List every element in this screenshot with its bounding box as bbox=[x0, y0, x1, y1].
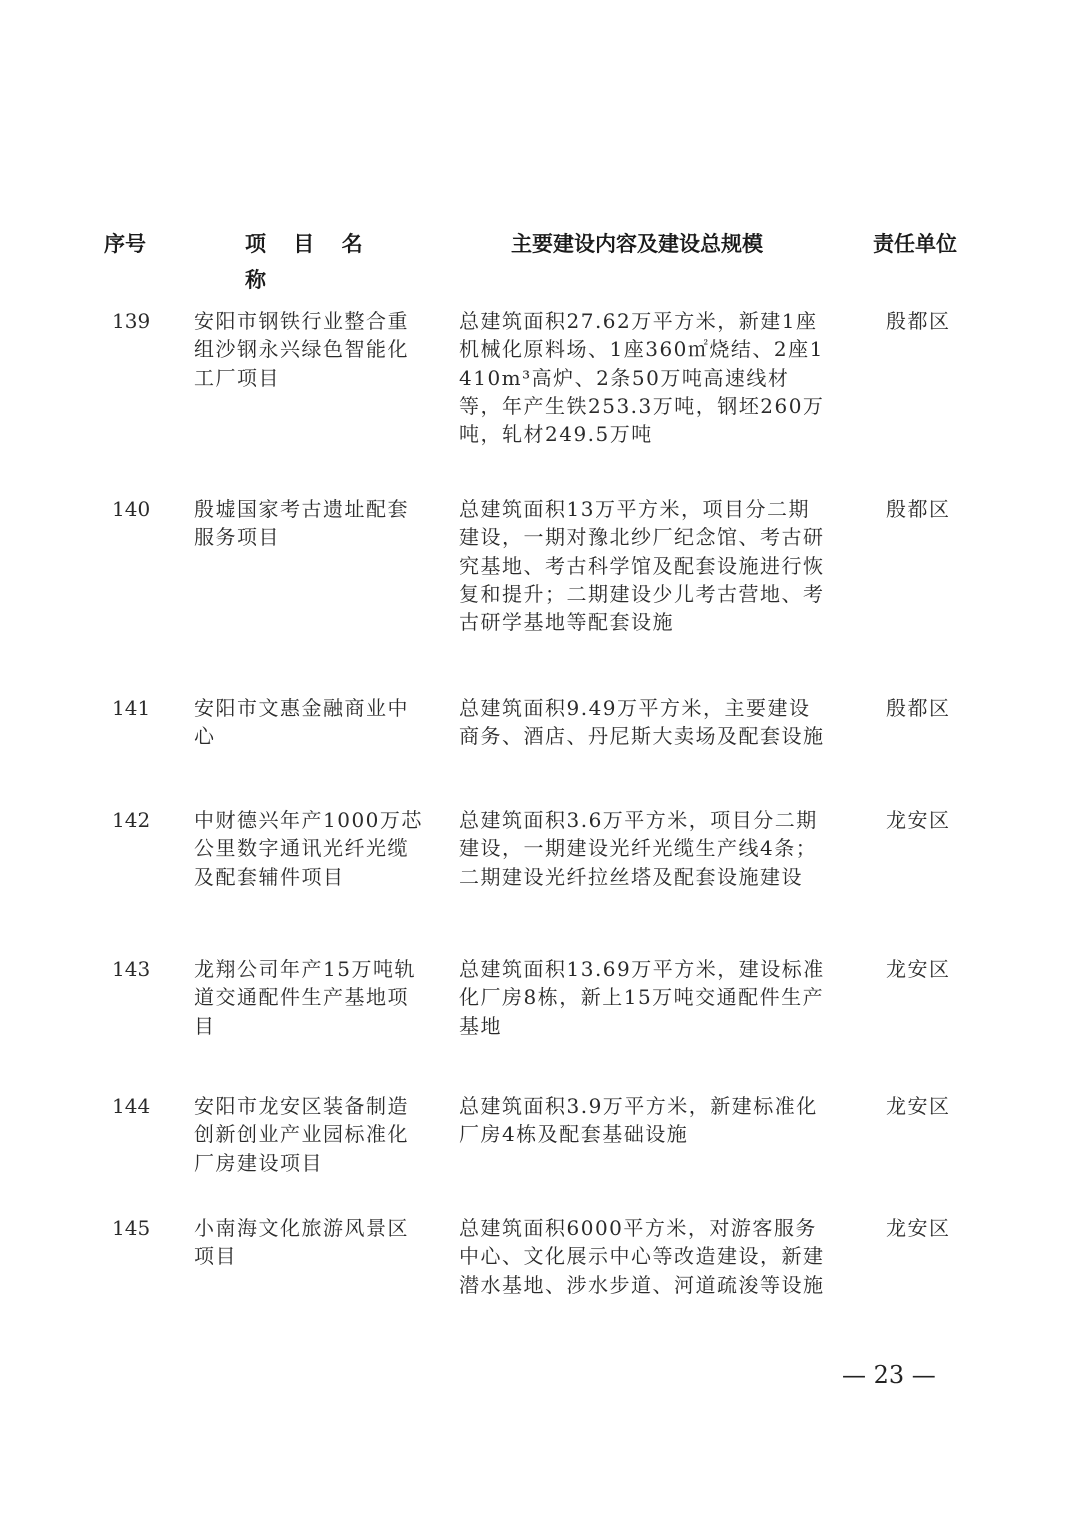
row-seq: 140 bbox=[112, 497, 151, 521]
header-seq: 序号 bbox=[104, 232, 146, 256]
row-name: 中财德兴年产1000万芯公里数字通讯光纤光缆及配套辅件项目 bbox=[194, 808, 423, 889]
row-seq: 139 bbox=[112, 309, 151, 333]
row-name: 小南海文化旅游风景区项目 bbox=[194, 1216, 409, 1269]
row-name: 安阳市龙安区装备制造创新创业产业园标准化厂房建设项目 bbox=[194, 1094, 409, 1175]
header-unit: 责任单位 bbox=[873, 232, 957, 256]
row-name: 安阳市文惠金融商业中心 bbox=[194, 696, 409, 749]
row-seq: 143 bbox=[112, 957, 151, 981]
header-name: 项 目 名 称 bbox=[245, 232, 373, 292]
row-name: 殷墟国家考古遗址配套服务项目 bbox=[194, 497, 409, 550]
row-name: 龙翔公司年产15万吨轨道交通配件生产基地项目 bbox=[194, 957, 416, 1038]
row-content: 总建筑面积3.6万平方米，项目分二期建设，一期建设光纤光缆生产线4条；二期建设光纤拉丝塔及配套设施建设 bbox=[459, 808, 818, 889]
row-content: 总建筑面积6000平方米，对游客服务中心、文化展示中心等改造建设，新建潜水基地、涉水步道、河道疏浚等设施 bbox=[459, 1216, 825, 1297]
row-seq: 141 bbox=[112, 696, 151, 720]
row-seq: 144 bbox=[112, 1094, 151, 1118]
row-unit: 殷都区 bbox=[886, 309, 951, 333]
row-content: 总建筑面积9.49万平方米，主要建设商务、酒店、丹尼斯大卖场及配套设施 bbox=[459, 696, 825, 749]
row-seq: 145 bbox=[112, 1216, 151, 1240]
row-unit: 殷都区 bbox=[886, 696, 951, 720]
row-content: 总建筑面积13.69万平方米，建设标准化厂房8栋，新上15万吨交通配件生产基地 bbox=[459, 957, 825, 1038]
row-content: 总建筑面积13万平方米，项目分二期建设，一期对豫北纱厂纪念馆、考古研究基地、考古科学馆及配套设施进行恢复和提升；二期建设少儿考古营地、考古研学基地等配套设施 bbox=[459, 497, 825, 635]
row-seq: 142 bbox=[112, 808, 151, 832]
row-unit: 龙安区 bbox=[886, 957, 951, 981]
row-content: 总建筑面积3.9万平方米，新建标准化厂房4栋及配套基础设施 bbox=[459, 1094, 818, 1147]
row-content: 总建筑面积27.62万平方米，新建1座机械化原料场、1座360㎡烧结、2座1410m³高炉、2条50万吨高速线材等，年产生铁253.3万吨，钢坯260万吨，轧材249.5万吨 bbox=[459, 309, 825, 447]
page-number: — 23 — bbox=[842, 1361, 936, 1389]
row-unit: 殷都区 bbox=[886, 497, 951, 521]
row-unit: 龙安区 bbox=[886, 1094, 951, 1118]
row-unit: 龙安区 bbox=[886, 808, 951, 832]
header-content: 主要建设内容及建设总规模 bbox=[511, 232, 763, 256]
row-name: 安阳市钢铁行业整合重组沙钢永兴绿色智能化工厂项目 bbox=[194, 309, 409, 390]
row-unit: 龙安区 bbox=[886, 1216, 951, 1240]
